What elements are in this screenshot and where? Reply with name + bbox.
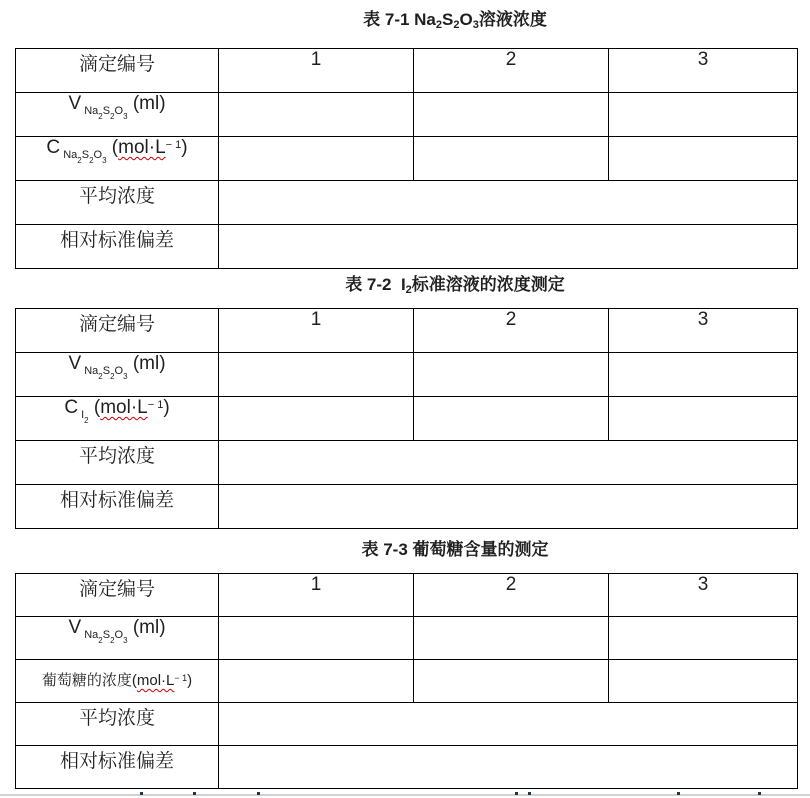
formula-segment: ) bbox=[181, 137, 188, 158]
formula-segment: 3 bbox=[123, 636, 128, 645]
spellcheck-squiggle-text: mol·L bbox=[100, 397, 148, 418]
formula-segment: S bbox=[81, 149, 90, 161]
data-entry-cell[interactable] bbox=[609, 93, 798, 137]
formula-segment: (ml) bbox=[127, 93, 166, 114]
formula-segment: 3 bbox=[472, 19, 479, 31]
row-label-glucose-concentration bbox=[16, 660, 219, 703]
formula-segment: Na bbox=[81, 629, 99, 641]
formula-segment: ) bbox=[163, 397, 170, 418]
table-7-3-title bbox=[0, 537, 810, 564]
data-entry-cell[interactable] bbox=[414, 660, 609, 703]
data-entry-cell[interactable] bbox=[219, 137, 414, 181]
formula-segment: V bbox=[68, 353, 82, 374]
table-row bbox=[16, 49, 798, 93]
row-label-c-i2 bbox=[16, 397, 219, 441]
data-entry-cell-merged[interactable] bbox=[219, 441, 798, 485]
table-row bbox=[16, 225, 798, 269]
formula-segment: 2 bbox=[453, 19, 460, 31]
table-7-1-title bbox=[0, 7, 810, 35]
formula-segment: 3 bbox=[123, 372, 128, 381]
formula-segment: V bbox=[68, 617, 82, 638]
table-7-2 bbox=[15, 308, 798, 529]
table-row bbox=[16, 137, 798, 181]
data-entry-cell[interactable] bbox=[414, 397, 609, 441]
formula-segment: O bbox=[459, 10, 473, 29]
table-row bbox=[16, 660, 798, 703]
formula-segment: Na bbox=[81, 105, 99, 117]
formula-segment: O bbox=[93, 149, 103, 161]
column-header-2: 2 bbox=[414, 309, 609, 353]
spellcheck-squiggle-text: mol·L bbox=[136, 672, 175, 689]
cutoff-glyph-artifact bbox=[528, 792, 531, 795]
data-entry-cell-merged[interactable] bbox=[219, 181, 798, 225]
data-entry-cell-merged[interactable] bbox=[219, 703, 798, 746]
formula-segment: O bbox=[114, 629, 124, 641]
formula-segment: − 1 bbox=[147, 399, 164, 411]
formula-segment: 2 bbox=[98, 112, 103, 121]
table-row bbox=[16, 441, 798, 485]
formula-segment: S bbox=[102, 105, 111, 117]
formula-segment: 溶液浓度 bbox=[478, 10, 547, 29]
row-label-rsd: 相对标准偏差 bbox=[16, 746, 219, 789]
row-label-v-na2s2o3 bbox=[16, 617, 219, 660]
data-entry-cell-merged[interactable] bbox=[219, 485, 798, 529]
formula-segment: − 1 bbox=[174, 673, 188, 683]
row-label-rsd: 相对标准偏差 bbox=[16, 485, 219, 529]
column-header-3: 3 bbox=[609, 574, 798, 617]
table-row bbox=[16, 617, 798, 660]
formula-segment: 表 7-3 葡萄糖含量的测定 bbox=[361, 540, 549, 559]
column-header-1: 1 bbox=[219, 49, 414, 93]
data-entry-cell[interactable] bbox=[609, 617, 798, 660]
data-entry-cell[interactable] bbox=[609, 397, 798, 441]
table-row bbox=[16, 309, 798, 353]
formula-segment: 2 bbox=[110, 372, 115, 381]
data-entry-cell[interactable] bbox=[609, 353, 798, 397]
formula-segment: 2 bbox=[89, 156, 94, 165]
data-entry-cell[interactable] bbox=[219, 660, 414, 703]
cutoff-glyph-artifact bbox=[257, 792, 260, 795]
data-entry-cell[interactable] bbox=[219, 397, 414, 441]
formula-segment: 2 bbox=[98, 372, 103, 381]
data-entry-cell[interactable] bbox=[414, 617, 609, 660]
formula-segment: C bbox=[64, 397, 79, 418]
formula-segment: S bbox=[102, 629, 111, 641]
column-header-1: 1 bbox=[219, 309, 414, 353]
formula-segment: 2 bbox=[110, 636, 115, 645]
formula-segment: S bbox=[102, 365, 111, 377]
table-7-1 bbox=[15, 48, 798, 269]
row-label-titration-no: 滴定编号 bbox=[16, 309, 219, 353]
table-row bbox=[16, 353, 798, 397]
formula-segment: O bbox=[114, 365, 124, 377]
row-label-v-na2s2o3 bbox=[16, 93, 219, 137]
cutoff-glyph-artifact bbox=[193, 792, 196, 795]
table-row bbox=[16, 397, 798, 441]
spellcheck-squiggle-text: mol·L bbox=[118, 137, 166, 158]
formula-segment: ) bbox=[187, 672, 193, 689]
data-entry-cell[interactable] bbox=[219, 93, 414, 137]
table-row bbox=[16, 703, 798, 746]
data-entry-cell[interactable] bbox=[414, 353, 609, 397]
column-header-2: 2 bbox=[414, 49, 609, 93]
row-label-titration-no: 滴定编号 bbox=[16, 574, 219, 617]
formula-segment: 2 bbox=[84, 416, 89, 425]
column-header-1: 1 bbox=[219, 574, 414, 617]
column-header-3: 3 bbox=[609, 309, 798, 353]
cutoff-glyph-artifact bbox=[677, 792, 680, 795]
data-entry-cell-merged[interactable] bbox=[219, 746, 798, 789]
formula-segment: V bbox=[68, 93, 82, 114]
formula-segment: O bbox=[114, 105, 124, 117]
formula-segment: 2 bbox=[98, 636, 103, 645]
formula-segment: 3 bbox=[123, 112, 128, 121]
formula-segment: 3 bbox=[102, 156, 107, 165]
data-entry-cell[interactable] bbox=[414, 93, 609, 137]
table-7-3 bbox=[15, 573, 798, 789]
column-header-2: 2 bbox=[414, 574, 609, 617]
table-row bbox=[16, 574, 798, 617]
formula-segment: 2 bbox=[110, 112, 115, 121]
data-entry-cell[interactable] bbox=[609, 660, 798, 703]
data-entry-cell[interactable] bbox=[219, 617, 414, 660]
cutoff-glyph-artifact bbox=[515, 792, 518, 795]
formula-segment: I bbox=[78, 409, 85, 421]
table-row bbox=[16, 93, 798, 137]
formula-segment: 标准溶液的浓度测定 bbox=[411, 275, 565, 294]
data-entry-cell[interactable] bbox=[609, 137, 798, 181]
formula-segment: (ml) bbox=[127, 353, 166, 374]
formula-segment: C bbox=[46, 137, 61, 158]
cutoff-content-strip bbox=[0, 794, 810, 796]
table-row bbox=[16, 746, 798, 789]
row-label-titration-no: 滴定编号 bbox=[16, 49, 219, 93]
row-label-average: 平均浓度 bbox=[16, 703, 219, 746]
table-row bbox=[16, 181, 798, 225]
table-row bbox=[16, 485, 798, 529]
formula-segment: Na bbox=[60, 149, 78, 161]
row-label-c-na2s2o3 bbox=[16, 137, 219, 181]
formula-segment: 2 bbox=[405, 284, 412, 296]
data-entry-cell[interactable] bbox=[414, 137, 609, 181]
data-entry-cell[interactable] bbox=[219, 353, 414, 397]
data-entry-cell-merged[interactable] bbox=[219, 225, 798, 269]
formula-segment: 表 7-2 I bbox=[345, 275, 406, 294]
row-label-rsd: 相对标准偏差 bbox=[16, 225, 219, 269]
formula-segment: S bbox=[442, 10, 454, 29]
cutoff-glyph-artifact bbox=[140, 792, 143, 795]
formula-segment: 葡萄糖的浓度( bbox=[41, 672, 137, 689]
formula-segment: 2 bbox=[77, 156, 82, 165]
formula-segment: ( bbox=[88, 397, 101, 418]
row-label-average: 平均浓度 bbox=[16, 441, 219, 485]
table-7-2-title bbox=[0, 272, 810, 300]
formula-segment: (ml) bbox=[127, 617, 166, 638]
row-label-v-na2s2o3 bbox=[16, 353, 219, 397]
row-label-average: 平均浓度 bbox=[16, 181, 219, 225]
formula-segment: − 1 bbox=[165, 139, 182, 151]
formula-segment: 2 bbox=[435, 19, 443, 31]
formula-segment: ( bbox=[106, 137, 119, 158]
column-header-3: 3 bbox=[609, 49, 798, 93]
formula-segment: 表 7-1 Na bbox=[363, 10, 436, 29]
formula-segment: Na bbox=[81, 365, 99, 377]
cutoff-glyph-artifact bbox=[758, 792, 761, 795]
